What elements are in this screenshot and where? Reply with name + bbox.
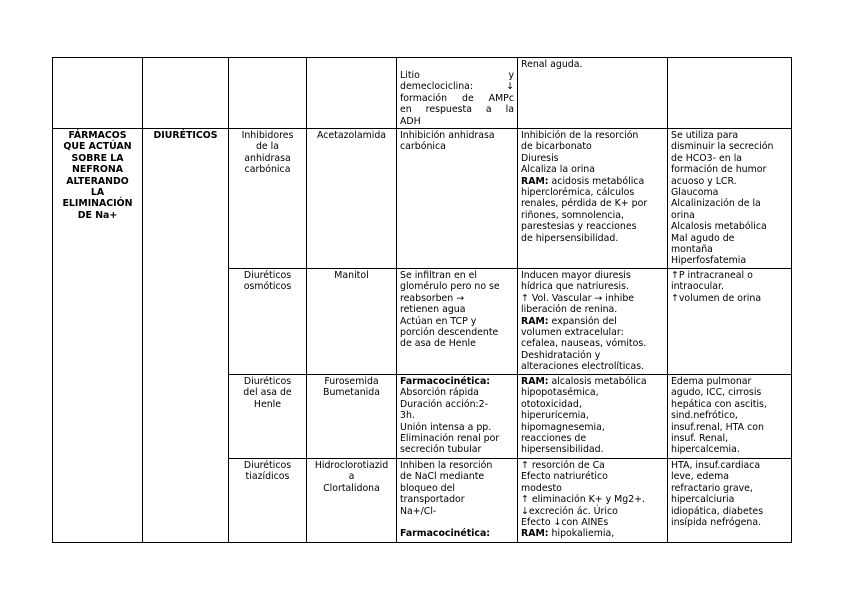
text-line: montaña: [671, 244, 713, 256]
text-line: hiperuricemia,: [521, 410, 589, 422]
category-line: NEFRONA: [72, 164, 123, 176]
cell-effects: [518, 459, 668, 543]
text-line: Absorción rápida: [400, 387, 479, 399]
text-line: Hiperfosfatemia: [671, 255, 747, 267]
drug-name: Manitol: [334, 270, 369, 281]
text-line: porción descendente: [400, 327, 499, 339]
cell-drug: [307, 375, 397, 459]
text-line: glomérulo pero no se: [400, 281, 500, 293]
category-line: DE Na+: [77, 209, 118, 221]
text-line: tiazídicos: [245, 471, 290, 483]
text-line: riñones, somnolencia,: [521, 209, 624, 221]
pharmacokinetics-title: Farmacocinética:: [400, 376, 491, 387]
word: de: [462, 92, 474, 104]
text-line: del asa de: [243, 387, 292, 399]
category-line: QUE ACTÚAN: [63, 141, 132, 153]
text-line: [400, 93, 514, 104]
cell-class: [229, 129, 307, 269]
text-line: ↑volumen de orina: [671, 292, 762, 304]
cell-empty: [143, 58, 229, 129]
text-line: [400, 104, 514, 115]
text-line: Inhibidores: [241, 130, 294, 141]
cell-uses: [668, 459, 792, 543]
text-line: Na+/Cl-: [400, 505, 437, 517]
text-line: orina: [671, 209, 695, 221]
cell-drug: [307, 129, 397, 269]
text-line: disminuir la secreción: [671, 141, 774, 153]
drug-name: Furosemida: [324, 376, 379, 387]
text-line: Actúan en TCP y: [400, 315, 477, 327]
text-line: hepática con ascitis,: [671, 398, 767, 410]
drug-name: Acetazolamida: [316, 130, 387, 141]
drug-name: Clortalidona: [323, 482, 380, 494]
cell-category: [53, 129, 143, 543]
text-line: volumen extracelular:: [521, 327, 624, 339]
text-line: agudo, ICC, cirrosis: [671, 387, 762, 399]
text-line: transportador: [400, 494, 465, 506]
text-line: cefalea, nauseas, vómitos.: [521, 338, 647, 350]
word: la: [505, 104, 514, 116]
text-line: insuf. Renal,: [671, 433, 729, 445]
text-line: Efecto ↓con AINEs: [521, 517, 609, 529]
word: en: [400, 104, 412, 116]
text-line: de hipersensibilidad.: [521, 232, 619, 244]
text-line: HTA, insuf.cardiaca: [671, 460, 761, 471]
text-line: ↑ eliminación K+ y Mg2+.: [521, 494, 646, 506]
text-line: ADH: [400, 115, 421, 127]
cell-mechanism: [397, 459, 518, 543]
cell-mechanism: [397, 269, 518, 375]
cell-mechanism: [397, 375, 518, 459]
text-line: [400, 81, 514, 92]
cell-uses: [668, 129, 792, 269]
text-line: Duración acción:2-: [400, 398, 489, 410]
text-line: hipopotasémica,: [521, 387, 599, 399]
text-line: reabsorben →: [400, 292, 465, 304]
text-line: Inhibición de la resorción: [521, 130, 639, 141]
text-line: acuoso y LCR.: [671, 175, 737, 187]
cell-class: [229, 459, 307, 543]
word: demeclociclina:: [400, 81, 474, 93]
ram-text: alcalosis metabólica: [548, 376, 647, 387]
text-line: Edema pulmonar: [671, 376, 752, 387]
cell-uses: [668, 269, 792, 375]
text-line: osmóticos: [243, 281, 292, 293]
text-line: Inhibición anhidrasa: [400, 130, 495, 141]
text-line: Alcaliza la orina: [521, 164, 595, 176]
cell-empty: [307, 58, 397, 129]
text-line: secreción tubular: [400, 444, 482, 456]
drug-name: a: [348, 471, 355, 483]
text-line: de HCO3- en la: [671, 152, 743, 164]
text-line: ↑ Vol. Vascular → inhibe: [521, 292, 635, 304]
cell-group: DIURÉTICOS: [143, 129, 229, 543]
text-line: de bicarbonato: [521, 141, 592, 153]
cell-drug: [307, 269, 397, 375]
word: respuesta: [425, 104, 472, 116]
text-line: Inducen mayor diuresis: [521, 270, 631, 281]
text-line: hiperclorémica, cálculos: [521, 187, 635, 199]
category-line: SOBRE LA: [71, 152, 124, 164]
text-line: anhidrasa: [244, 152, 291, 164]
text-line: Unión intensa a pp.: [400, 421, 492, 433]
ram-label: RAM:: [521, 315, 549, 327]
word: a: [485, 104, 492, 116]
text-line: idiopática, diabetes: [671, 505, 764, 517]
text-line: Diuréticos: [243, 460, 292, 471]
text-line: Alcalosis metabólica: [671, 221, 767, 233]
cell-mechanism: [397, 129, 518, 269]
text-line: [521, 176, 664, 187]
ram-label: RAM:: [521, 528, 549, 540]
cell-drug: [307, 459, 397, 543]
category-line: ALTERANDO: [66, 175, 129, 187]
ram-label: RAM:: [521, 175, 549, 187]
text-line: Henle: [253, 398, 282, 410]
category-line: LA: [90, 187, 105, 199]
drug-name: Bumetanida: [323, 387, 380, 399]
table-row-acetazolamida: [53, 129, 792, 269]
text-line: hipersensibilidad.: [521, 444, 604, 456]
spacer: [400, 517, 514, 528]
text-line: [400, 70, 514, 81]
ram-text: expansión del: [548, 315, 617, 327]
pharmacokinetics-title: Farmacocinética:: [400, 528, 491, 540]
text-line: renales, pérdida de K+ por: [521, 198, 648, 210]
text-line: Efecto natriurético: [521, 471, 608, 483]
text-line: Alcalinización de la: [671, 198, 761, 210]
ram-text: hipokaliemia,: [548, 528, 615, 540]
cell-class: [229, 375, 307, 459]
category-line: FÁRMACOS: [68, 130, 127, 141]
text-line: Diuresis: [521, 152, 559, 164]
text-line: de NaCl mediante: [400, 471, 485, 483]
text-line: leve, edema: [671, 471, 730, 483]
text-line: [521, 316, 664, 327]
text-line: insípida nefrógena.: [671, 517, 762, 529]
text-line: Eliminación renal por: [400, 433, 500, 445]
text-line: ↑P intracraneal o: [671, 270, 753, 281]
text-line: refractario grave,: [671, 482, 753, 494]
text-line: liberación de renina.: [521, 304, 618, 316]
ram-label: RAM:: [521, 376, 549, 387]
category-line: ELIMINACIÓN: [62, 198, 133, 210]
text-line: modesto: [521, 482, 562, 494]
text-line: hipomagnesemia,: [521, 421, 605, 433]
text-line: hipercalciuria: [671, 494, 735, 506]
ram-text: acidosis metabólica: [548, 175, 645, 187]
text-line: ↓excreción ác. Úrico: [521, 505, 618, 517]
text-line: carbónica: [244, 164, 291, 176]
text-line: Diuréticos: [243, 376, 292, 387]
text-line: [521, 528, 664, 539]
text-line: Deshidratación y: [521, 349, 601, 361]
text-line: formación de humor: [671, 164, 767, 176]
word: y: [508, 69, 514, 81]
text-line: sind.nefrótico,: [671, 410, 738, 422]
text-line: Glaucoma: [671, 187, 719, 199]
text-line: ototoxicidad,: [521, 398, 582, 410]
text-line: parestesias y reacciones: [521, 221, 637, 233]
cell-effects: [518, 375, 668, 459]
text-line: Diuréticos: [243, 270, 292, 281]
word: AMPc: [488, 92, 514, 104]
text-line: de asa de Henle: [400, 338, 476, 350]
text-line: Se utiliza para: [671, 130, 739, 141]
drug-name: Hidroclorotiazid: [314, 460, 389, 471]
text-line: de la: [255, 141, 280, 153]
cell-lithium-effect: [397, 58, 518, 129]
text-line: intraocular.: [671, 281, 724, 293]
text-line: reacciones de: [521, 433, 587, 445]
text-line: retienen agua: [400, 304, 466, 316]
cell-adverse-top: Renal aguda.: [518, 58, 668, 129]
text-line: Inhiben la resorción: [400, 460, 493, 471]
text-line: ↑ resorción de Ca: [521, 460, 605, 471]
text-line: alteraciones electrolíticas.: [521, 361, 645, 373]
word: Litio: [400, 69, 420, 81]
text-line: 3h.: [400, 410, 415, 422]
cell-class: [229, 269, 307, 375]
pharmacology-table: [52, 57, 792, 543]
word: formación: [400, 92, 448, 104]
text-line: Se infiltran en el: [400, 270, 478, 281]
text-line: bloqueo del: [400, 482, 455, 494]
text-line: hipercalcemia.: [671, 444, 740, 456]
text-line: [521, 376, 664, 387]
cell-empty: [668, 58, 792, 129]
text-line: Mal agudo de: [671, 232, 735, 244]
word: ↓: [506, 81, 514, 93]
text-line: insuf.renal, HTA con: [671, 421, 764, 433]
text-line: carbónica: [400, 141, 446, 153]
cell-empty: [53, 58, 143, 129]
text-line: hídrica que natriuresis.: [521, 281, 630, 293]
table-row-top: [53, 58, 792, 129]
cell-effects: [518, 269, 668, 375]
cell-empty: [229, 58, 307, 129]
cell-effects: [518, 129, 668, 269]
cell-uses: [668, 375, 792, 459]
